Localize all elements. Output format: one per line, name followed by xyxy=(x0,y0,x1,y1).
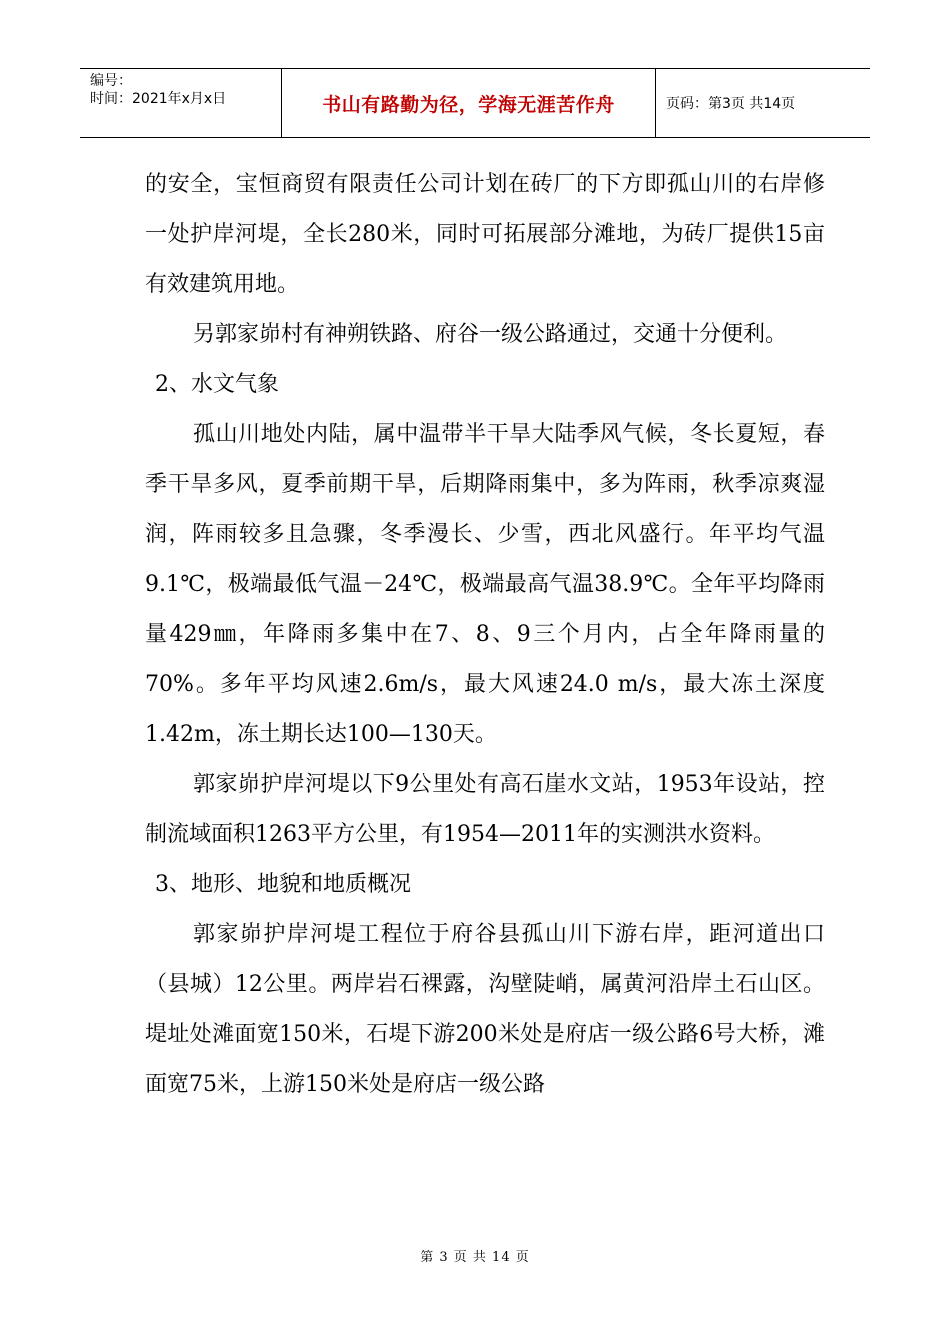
section-heading-terrain: 3、地形、地貌和地质概况 xyxy=(155,872,411,897)
paragraph-terrain: 郭家峁护岸河堤工程位于府谷县孤山川下游右岸，距河道出口（县城）12公里。两岸岩石裸露，沟壁陡峭，属黄河沿岸土石山区。堤址处滩面宽150米，石堤下游200米处是府店一级公路6号大桥，滩面宽75米，上游150米处是府店一级公路 xyxy=(145,922,825,1097)
page-footer: 第 3 页 共 14 页 xyxy=(420,1250,530,1265)
header-meta-cell xyxy=(80,69,282,137)
paragraph-continued: 的安全，宝恒商贸有限责任公司计划在砖厂的下方即孤山川的右岸修一处护岸河堤，全长280米，同时可拓展部分滩地，为砖厂提供15亩有效建筑用地。 xyxy=(145,172,825,297)
section-heading-hydrology: 2、水文气象 xyxy=(155,372,279,397)
document-time-label: 时间：2021年x月x日 xyxy=(90,91,227,107)
paragraph-hydrology-station: 郭家峁护岸河堤以下9公里处有高石崖水文站，1953年设站，控制流域面积1263平方公里，有1954—2011年的实测洪水资料。 xyxy=(145,772,825,847)
paragraph-traffic: 另郭家峁村有神朔铁路、府谷一级公路通过，交通十分便利。 xyxy=(193,322,788,347)
document-body xyxy=(145,160,825,1110)
header-page-info: 页码：第3页 共14页 xyxy=(666,96,796,112)
document-number-label: 编号： xyxy=(90,73,132,89)
header-motto: 书山有路勤为径，学海无涯苦作舟 xyxy=(282,69,656,137)
paragraph-climate: 孤山川地处内陆，属中温带半干旱大陆季风气候，冬长夏短，春季干旱多风，夏季前期干旱，后期降雨集中，多为阵雨，秋季凉爽湿润，阵雨较多且急骤，冬季漫长、少雪，西北风盛行。年平均气温9.1℃，极端最低气温－24℃，极端最高气温38.9℃。全年平均降雨量429㎜，年降雨多集中在7、8、9三个月内，占全年降雨量的70%。多年平均风速2.6m/s，最大风速24.0 m/s，最大冻土深度1.42m，冻土期长达100—130天。 xyxy=(145,422,825,747)
page-header xyxy=(80,68,870,138)
